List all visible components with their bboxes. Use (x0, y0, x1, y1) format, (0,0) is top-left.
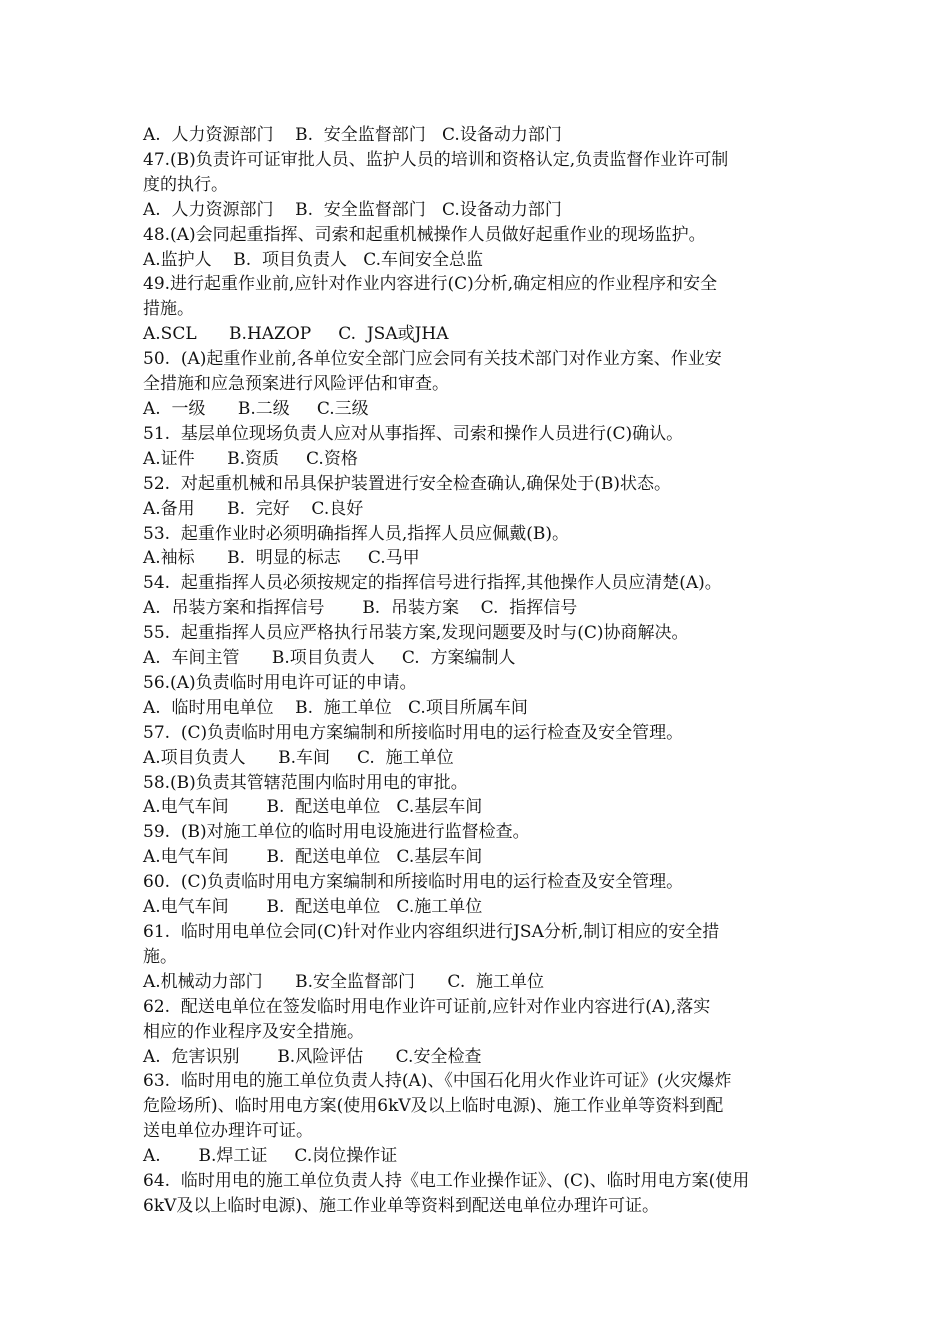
text-line: A. 人力资源部门 B. 安全监督部门 C.设备动力部门 (143, 199, 562, 220)
text-line: 49.进行起重作业前,应针对作业内容进行(C)分析,确定相应的作业程序和安全 (143, 274, 718, 295)
text-line: 51. 基层单位现场负责人应对从事指挥、司索和操作人员进行(C)确认。 (143, 423, 684, 444)
text-line: 62. 配送电单位在签发临时用电作业许可证前,应针对作业内容进行(A),落实 (143, 996, 711, 1017)
text-line: 57. (C)负责临时用电方案编制和所接临时用电的运行检查及安全管理。 (143, 722, 684, 743)
text-line: 53. 起重作业时必须明确指挥人员,指挥人员应佩戴(B)。 (143, 523, 570, 544)
text-line: 60. (C)负责临时用电方案编制和所接临时用电的运行检查及安全管理。 (143, 872, 684, 893)
text-line: A. B.焊工证 C.岗位操作证 (143, 1146, 398, 1167)
text-line: 施。 (143, 946, 177, 967)
text-line: A. 临时用电单位 B. 施工单位 C.项目所属车间 (143, 697, 528, 718)
text-line: A. 人力资源部门 B. 安全监督部门 C.设备动力部门 (143, 125, 562, 145)
text-line: A.袖标 B. 明显的标志 C.马甲 (143, 548, 420, 569)
text-line: A. 一级 B.二级 C.三级 (143, 398, 369, 419)
text-line: A.备用 B. 完好 C.良好 (143, 498, 364, 519)
text-line: 58.(B)负责其管辖范围内临时用电的审批。 (143, 772, 468, 793)
text-line: 48.(A)会同起重指挥、司索和起重机械操作人员做好起重作业的现场监护。 (143, 224, 706, 245)
text-line: 54. 起重指挥人员必须按规定的指挥信号进行指挥,其他操作人员应清楚(A)。 (143, 573, 722, 594)
text-line: A.项目负责人 B.车间 C. 施工单位 (143, 747, 454, 768)
text-line: A.电气车间 B. 配送电单位 C.基层车间 (143, 797, 483, 818)
text-line: A. 吊装方案和指挥信号 B. 吊装方案 C. 指挥信号 (143, 598, 578, 619)
text-line: 全措施和应急预案进行风险评估和审查。 (143, 374, 449, 395)
text-line: 送电单位办理许可证。 (143, 1121, 313, 1142)
text-line: 63. 临时用电的施工单位负责人持(A)、《中国石化用火作业许可证》(火灾爆炸 (143, 1071, 732, 1092)
text-line: A.SCL B.HAZOP C. JSA或JHA (143, 324, 449, 345)
text-line: 措施。 (143, 299, 194, 320)
text-line: 61. 临时用电单位会同(C)针对作业内容组织进行JSA分析,制订相应的安全措 (143, 922, 720, 942)
text-line: A. 危害识别 B.风险评估 C.安全检查 (143, 1046, 482, 1067)
text-line: 相应的作业程序及安全措施。 (143, 1021, 364, 1042)
text-line: A.监护人 B. 项目负责人 C.车间安全总监 (143, 249, 484, 270)
text-line: 55. 起重指挥人员应严格执行吊装方案,发现问题要及时与(C)协商解决。 (143, 623, 689, 644)
text-line: 59. (B)对施工单位的临时用电设施进行监督检查。 (143, 822, 530, 843)
text-line: 6kV及以上临时电源)、施工作业单等资料到配送电单位办理许可证。 (143, 1195, 660, 1216)
document-page (143, 123, 813, 1219)
text-line: 47.(B)负责许可证审批人员、监护人员的培训和资格认定,负责监督作业许可制 (143, 149, 729, 170)
text-line: A.电气车间 B. 配送电单位 C.基层车间 (143, 847, 483, 868)
text-line: 度的执行。 (143, 174, 228, 195)
text-line: A.证件 B.资质 C.资格 (143, 448, 358, 469)
text-line: 危险场所)、临时用电方案(使用6kV及以上临时电源)、施工作业单等资料到配 (143, 1096, 724, 1117)
text-line: 50. (A)起重作业前,各单位安全部门应会同有关技术部门对作业方案、作业安 (143, 349, 722, 370)
text-line: 52. 对起重机械和吊具保护装置进行安全检查确认,确保处于(B)状态。 (143, 473, 672, 494)
text-line: 56.(A)负责临时用电许可证的申请。 (143, 672, 417, 693)
text-line: 64. 临时用电的施工单位负责人持《电工作业操作证》、(C)、临时用电方案(使用 (143, 1171, 750, 1192)
text-line: A.机械动力部门 B.安全监督部门 C. 施工单位 (143, 971, 545, 992)
text-line: A. 车间主管 B.项目负责人 C. 方案编制人 (143, 648, 516, 669)
text-line: A.电气车间 B. 配送电单位 C.施工单位 (143, 897, 483, 918)
